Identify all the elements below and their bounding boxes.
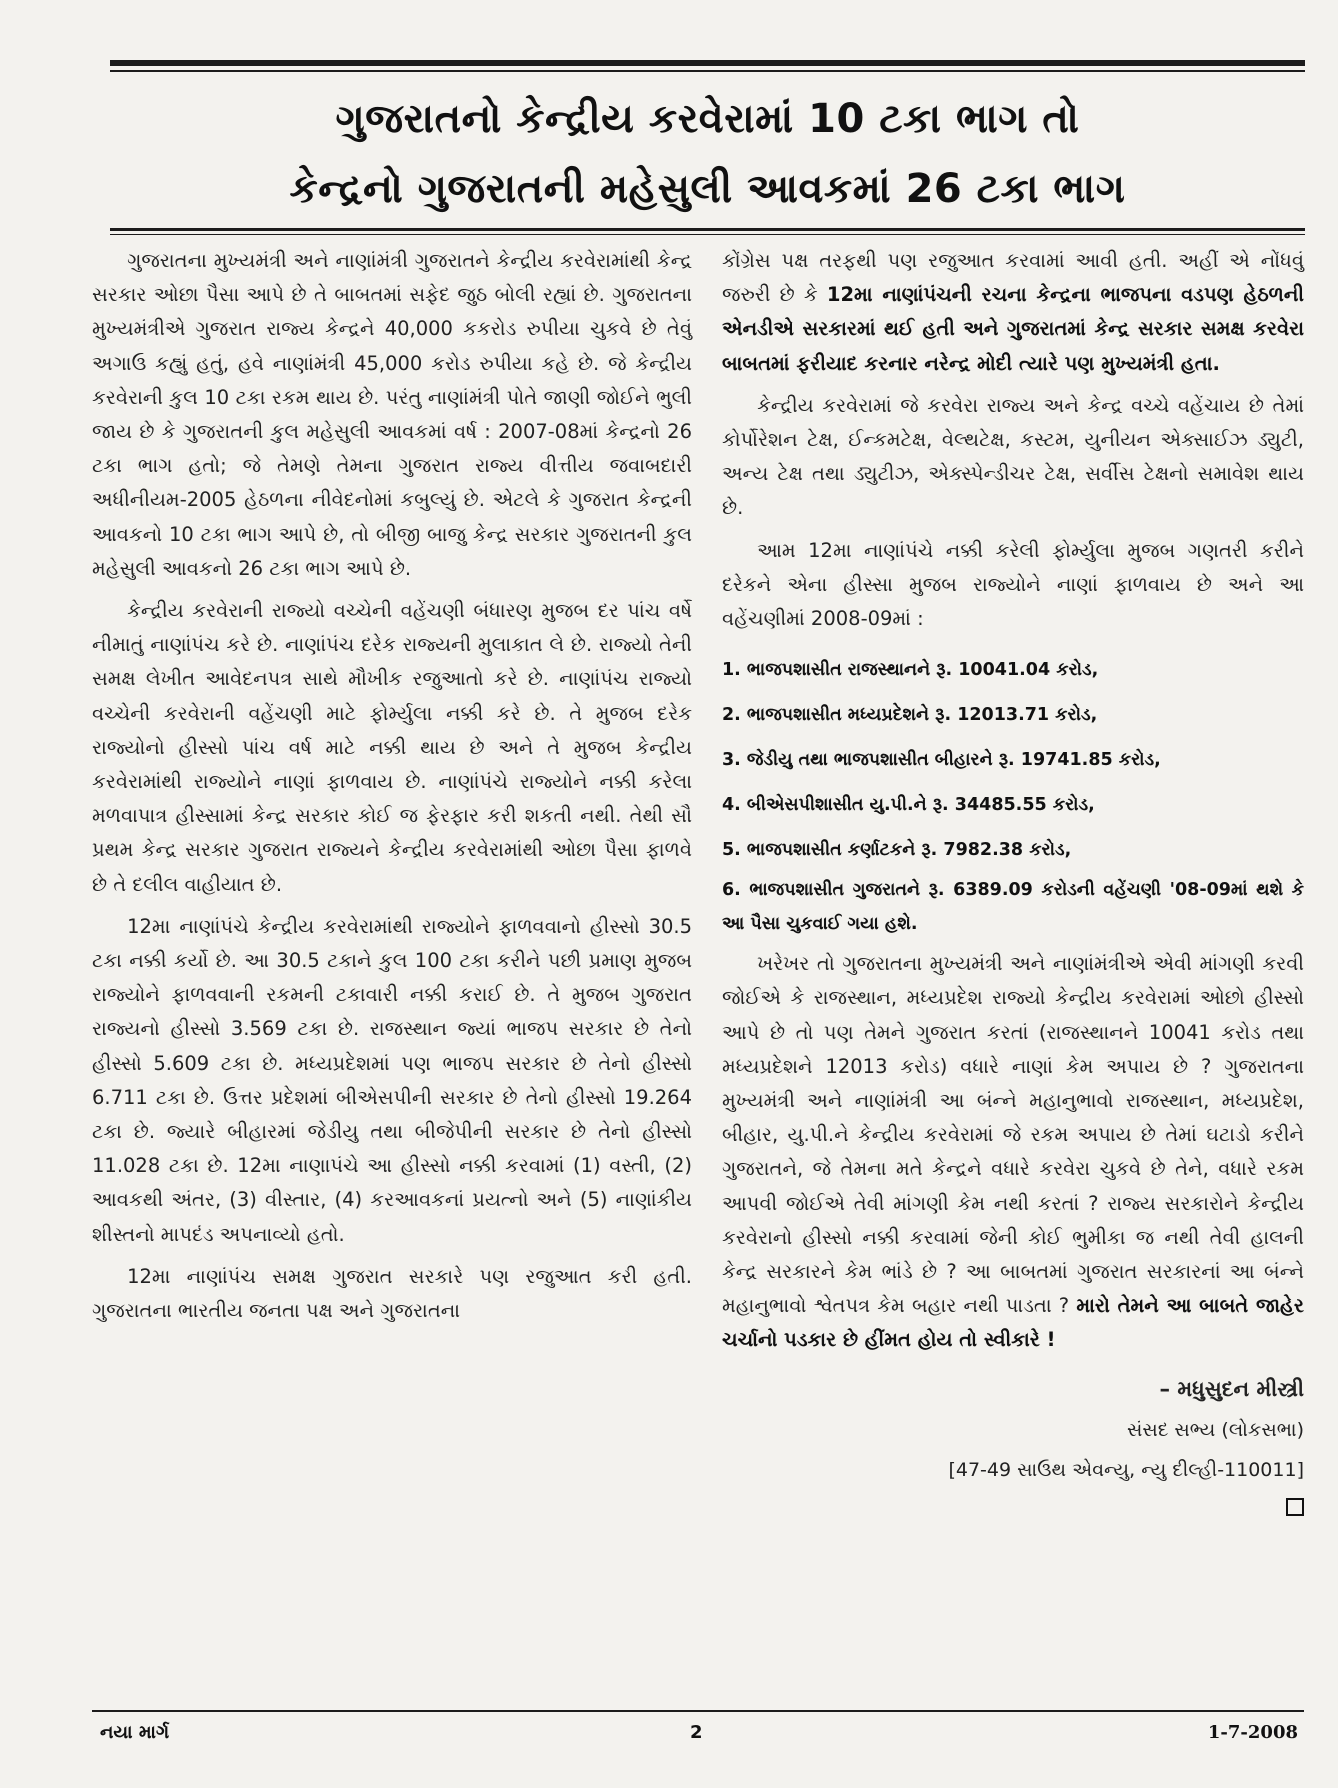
top-rule-thin xyxy=(110,70,1305,72)
issue-date: 1-7-2008 xyxy=(1207,1722,1298,1743)
headline xyxy=(110,84,1305,224)
right-paragraph-4 xyxy=(722,947,1304,1357)
left-column xyxy=(92,244,692,1328)
footer-rule xyxy=(92,1710,1304,1712)
list-item: 3. જેડીયુ તથા ભાજપશાસીત બીહારને રૂ. 19741.85 કરોડ, xyxy=(722,750,1161,771)
end-mark-icon xyxy=(1286,1498,1304,1516)
author-title: સંસદ સભ્ય (લોકસભા) xyxy=(1126,1418,1304,1441)
signature-block xyxy=(722,1368,1304,1527)
allocation-list xyxy=(722,648,1304,941)
left-paragraph-4: 12મા નાણાંપંચ સમક્ષ ગુજરાત સરકારે પણ રજુઆત કરી હતી. ગુજરાતના ભારતીય જનતા પક્ષ અને ગુજરાતના xyxy=(92,1264,692,1323)
author-name: – મધુસુદન મીસ્ત્રી xyxy=(1159,1376,1304,1401)
right-paragraph-1 xyxy=(722,244,1304,381)
right-paragraph-4-text: ખરેખર તો ગુજરાતના મુખ્યમંત્રી અને નાણાંમંત્રીએ એવી માંગણી કરવી જોઈએ કે રાજસ્થાન, મધ્યપ્રદેશ રાજ્યો કેન્દ્રીય કરવેરામાં ઓછો હીસ્સો આપે છે તો પણ તેમને ગુજરાત કરતાં (રાજસ્થાનને 10041 કરોડ તથા મધ્યપ્રદેશને 12013 કરોડ) વધારે નાણાં કેમ અપાય છે ? ગુજરાતના મુખ્યમંત્રી અને નાણાંમંત્રી આ બંન્ને મહાનુભાવો રાજસ્થાન, મધ્યપ્રદેશ, બીહાર, યુ.પી.ને કેન્દ્રીય કરવેરામાં જે રકમ અપાય છે તેમાં ઘટાડો કરીને ગુજરાતને, જે તેમના મતે કેન્દ્રને વધારે કરવેરા ચુકવે છે તેને, વધારે રકમ આપવી જોઈએ તેવી માંગણી કેમ નથી કરતાં ? રાજ્ય સરકારોને કેન્દ્રીય કરવેરાનો હીસ્સો નક્કી કરવામાં જેની કોઈ ભુમીકા જ નથી તેવી હાલની કેન્દ્ર સરકારને કેમ ભાંડે છે ? આ બાબતમાં ગુજરાત સરકારનાં આ બંન્ને મહાનુભાવો શ્વેતપત્ર કેમ બહાર નથી પાડતા ? xyxy=(722,952,1304,1318)
right-paragraph-1-bold: 12મા નાણાંપંચની રચના કેન્દ્રના ભાજપના વડપણ હેઠળની એનડીએ સરકારમાં થઈ હતી અને ગુજરાતમાં કેન્દ્ર સરકાર સમક્ષ કરવેરા બાબતમાં ફરીયાદ કરનાર નરેન્દ્ર મોદી ત્યારે પણ મુખ્યમંત્રી હતા. xyxy=(722,283,1304,375)
right-paragraph-2: કેન્દ્રીય કરવેરામાં જે કરવેરા રાજ્ય અને કેન્દ્ર વચ્ચે વહેંચાય છે તેમાં કોર્પોરેશન ટેક્ષ, ઈન્કમટેક્ષ, વેલ્થટેક્ષ, કસ્ટમ, યુનીયન એક્સાઈઝ ડ્યુટી, અન્ય ટેક્ષ તથા ડ્યુટીઝ, એક્સ્પેન્ડીચર ટેક્ષ, સર્વીસ ટેક્ષનો સમાવેશ થાય છે. xyxy=(722,393,1304,520)
list-item: 1. ભાજપશાસીત રાજસ્થાનને રૂ. 10041.04 કરોડ, xyxy=(722,660,1099,681)
right-paragraph-4-bold: મારો તેમને આ બાબતે જાહેર ચર્ચાનો પડકાર છે હીંમત હોય તો સ્વીકારે ! xyxy=(722,1294,1304,1352)
headline-line-2: કેન્દ્રનો ગુજરાતની મહેસુલી આવકમાં 26 ટકા ભાગ xyxy=(289,166,1126,212)
headline-rule-thin xyxy=(110,234,1305,235)
left-paragraph-1: ગુજરાતના મુખ્યમંત્રી અને નાણાંમંત્રી ગુજરાતને કેન્દ્રીય કરવેરામાંથી કેન્દ્ર સરકાર ઓછા પૈસા આપે છે તે બાબતમાં સફેદ જુઠ બોલી રહ્યાં છે. ગુજરાતના મુખ્યમંત્રીએ ગુજરાત રાજ્ય કેન્દ્રને 40,000 કકરોડ રુપીયા ચુકવે છે તેવું અગાઉ કહ્યું હતું, હવે નાણાંમંત્રી 45,000 કરોડ રુપીયા કહે છે. જે કેન્દ્રીય કરવેરાની કુલ 10 ટકા રકમ થાય છે. પરંતુ નાણાંમંત્રી પોતે જાણી જોઈને ભુલી જાય છે કે ગુજરાતની કુલ મહેસુલી આવકમાં વર્ષ : 2007-08માં કેન્દ્રનો 26 ટકા ભાગ હતો; જે તેમણે તેમના ગુજરાત રાજ્ય વીત્તીય જવાબદારી અધીનીયમ-2005 હેઠળના નીવેદનોમાં કબુલ્યું છે. એટલે કે ગુજરાત કેન્દ્રની આવકનો 10 ટકા ભાગ આપે છે, તો બીજી બાજુ કેન્દ્ર સરકાર ગુજરાતની કુલ મહેસુલી આવકનો 26 ટકા ભાગ આપે છે. xyxy=(92,249,692,580)
list-item: 5. ભાજપશાસીત કર્ણાટકને રૂ. 7982.38 કરોડ, xyxy=(722,840,1072,861)
left-paragraph-2: કેન્દ્રીય કરવેરાની રાજ્યો વચ્ચેની વહેંચણી બંધારણ મુજબ દર પાંચ વર્ષે નીમાતું નાણાંપંચ કરે છે. નાણાંપંચ દરેક રાજ્યની મુલાકાત લે છે. રાજ્યો તેની સમક્ષ લેખીત આવેદનપત્ર સાથે મૌખીક રજુઆતો કરે છે. નાણાંપંચ રાજ્યો વચ્ચેની કરવેરાની વહેંચણી માટે ફોર્મ્યુલા નક્કી કરે છે. તે મુજબ દરેક રાજ્યોનો હીસ્સો પાંચ વર્ષ માટે નક્કી થાય છે અને તે મુજબ કેન્દ્રીય કરવેરામાંથી રાજ્યોને નાણાં ફાળવાય છે. નાણાંપંચે રાજ્યોને નક્કી કરેલા મળવાપાત્ર હીસ્સામાં કેન્દ્ર સરકાર કોઈ જ ફેરફાર કરી શકતી નથી. તેથી સૌ પ્રથમ કેન્દ્ર સરકાર ગુજરાત રાજ્યને કેન્દ્રીય કરવેરામાંથી ઓછા પૈસા ફાળવે છે તે દલીલ વાહીયાત છે. xyxy=(92,599,692,896)
top-rule-thick xyxy=(110,60,1305,66)
list-item: 4. બીએસપીશાસીત યુ.પી.ને રૂ. 34485.55 કરોડ, xyxy=(722,795,1095,816)
left-paragraph-3: 12મા નાણાંપંચે કેન્દ્રીય કરવેરામાંથી રાજ્યોને ફાળવવાનો હીસ્સો 30.5 ટકા નક્કી કર્યો છે. આ 30.5 ટકાને કુલ 100 ટકા કરીને પછી પ્રમાણ મુજબ રાજ્યોને ફાળવવાની રકમની ટકાવારી નક્કી કરાઈ છે. તે મુજબ ગુજરાત રાજ્યનો હીસ્સો 3.569 ટકા છે. રાજસ્થાન જ્યાં ભાજપ સરકાર છે તેનો હીસ્સો 5.609 ટકા છે. મધ્યપ્રદેશમાં પણ ભાજપ સરકાર છે તેનો હીસ્સો 6.711 ટકા છે. ઉત્તર પ્રદેશમાં બીએસપીની સરકાર છે તેનો હીસ્સો 19.264 ટકા છે. જ્યારે બીહારમાં જેડીયુ તથા બીજેપીની સરકાર છે તેનો હીસ્સો 11.028 ટકા છે. 12મા નાણાપંચે આ હીસ્સો નક્કી કરવામાં (1) વસ્તી, (2) આવકથી અંતર, (3) વીસ્તાર, (4) કરઆવકનાં પ્રયત્નો અને (5) નાણાંકીય શીસ્તનો માપદંડ અપનાવ્યો હતો. xyxy=(92,914,692,1246)
right-paragraph-1-text: કોંગ્રેસ પક્ષ તરફથી પણ રજુઆત કરવામાં આવી હતી. અહીં એ નોંધવું જરુરી છે કે xyxy=(722,249,1304,307)
headline-rule-thick xyxy=(110,228,1305,231)
page-number: 2 xyxy=(690,1722,703,1743)
publication-name: નયા માર્ગ xyxy=(100,1722,170,1743)
right-column xyxy=(722,244,1304,1527)
list-item: 6. ભાજપશાસીત ગુજરાતને રૂ. 6389.09 કરોડની વહેંચણી '08-09માં થશે કે આ પૈસા ચુકવાઈ ગયા હશે. xyxy=(722,880,1304,935)
author-address: [47-49 સાઉથ એવન્યુ, ન્યુ દીલ્હી-110011] xyxy=(948,1458,1304,1481)
right-paragraph-3: આમ 12મા નાણાંપંચે નક્કી કરેલી ફોર્મ્યુલા મુજબ ગણતરી કરીને દરેકને એના હીસ્સા મુજબ રાજ્યોને નાણાં ફાળવાય છે અને આ વહેંચણીમાં 2008-09માં : xyxy=(722,538,1304,631)
list-item: 2. ભાજપશાસીત મધ્યપ્રદેશને રૂ. 12013.71 કરોડ, xyxy=(722,705,1098,726)
headline-line-1: ગુજરાતનો કેન્દ્રીય કરવેરામાં 10 ટકા ભાગ તો xyxy=(335,96,1080,142)
